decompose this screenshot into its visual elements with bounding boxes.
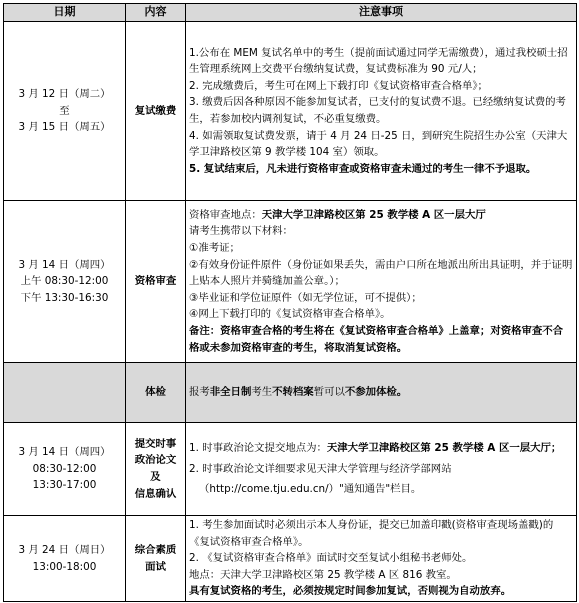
content-line: 资格审查 (134, 275, 177, 288)
note-list-item: ①准考证； (189, 242, 240, 255)
note-paragraph (189, 440, 573, 457)
note-location-value: 天津大学卫津路校区第 25 教学楼 A 区一层大厅； (326, 442, 562, 455)
note-paragraph: 请考生携带以下材料： (189, 225, 293, 238)
note-paragraph: 1. 考生参加面试时必须出示本人身份证，提交已加盖印戳(资格审查现场盖戳)的《复试资格审查合格单》。 (189, 519, 554, 548)
date-cell (4, 201, 126, 363)
table-row (4, 201, 577, 363)
note-paragraph: 1.公布在 MEM 复试名单中的考生（提前面试通过同学无需缴费），通过我校硕士招生管理系统网上交费平台缴纳复试费，复试费标准为 90 元/人； (189, 46, 568, 76)
date-cell (4, 22, 126, 201)
note-text: 报考 (189, 386, 210, 399)
note-location-label: 资格审查地点： (189, 208, 262, 221)
table-row (4, 363, 577, 423)
note-text: 暂可以 (313, 386, 345, 399)
content-cell (126, 201, 186, 363)
date-cell (4, 423, 126, 516)
date-cell (4, 363, 126, 423)
note-paragraph: 3. 缴费后因各种原因不能参加复试者，已支付的复试费不退。已经缴纳复试费的考生，若参加校内调剂复试，不必重复缴费。 (189, 96, 566, 125)
schedule-table (3, 3, 577, 602)
date-cell (4, 516, 126, 602)
date-line: 3 月 14 日（周四） (18, 446, 111, 459)
date-line: 下午 13:30-16:30 (20, 291, 109, 304)
note-text-bold: 不参加体检。 (344, 386, 408, 399)
content-cell (126, 516, 186, 602)
note-text: 考生 (251, 386, 273, 399)
content-line: 信息确认 (134, 487, 177, 500)
header-content: 内容 (126, 4, 186, 22)
content-line: 体检 (145, 386, 166, 399)
date-line: 3 月 24 日（周日） (18, 543, 111, 556)
header-date: 日期 (4, 4, 126, 22)
header-notes: 注意事项 (186, 4, 577, 22)
date-line: 3 月 14 日（周四） (18, 258, 111, 271)
content-cell (126, 363, 186, 423)
note-list-item: ③毕业证和学位证原件（如无学位证，可不提供）； (189, 291, 422, 304)
note-paragraph: 地点：天津大学卫津路校区第 25 教学楼 A 区 816 教室。 (189, 568, 457, 581)
date-line: 08:30-12:00 (32, 462, 97, 475)
content-line: 复试缴费 (134, 104, 177, 117)
content-line: 提交时事 (134, 437, 177, 450)
notes-cell (186, 516, 577, 602)
notes-cell (186, 423, 577, 516)
note-paragraph: 4. 如需领取复试费发票，请于 4 月 24 日-25 日，到研究生院招生办公室（天津大学卫津路校区第 9 教学楼 104 室）领取。 (189, 129, 568, 159)
content-cell (126, 423, 186, 516)
date-line: 3 月 12 日（周二） (18, 88, 111, 101)
website-link[interactable]: （http://come.tju.edu.cn/）"通知通告"栏目。 (199, 483, 422, 496)
notes-cell (186, 201, 577, 363)
note-paragraph-bold: 具有复试资格的考生，必须按规定时间参加复试，否则视为自动放弃。 (189, 585, 512, 598)
note-text-bold: 不转档案 (272, 386, 314, 399)
date-line: 至 (59, 104, 70, 117)
table-row (4, 423, 577, 516)
date-line: 13:00-18:00 (32, 560, 97, 573)
note-text-bold: 非全日制 (209, 386, 252, 399)
note-paragraph (189, 384, 573, 401)
note-location (189, 207, 573, 224)
table-row (4, 516, 577, 602)
notes-cell (186, 363, 577, 423)
content-line: 政治论文 (134, 454, 177, 467)
note-paragraph: 2. 完成缴费后，考生可在网上下载打印《复试资格审查合格单》； (189, 79, 488, 92)
notes-cell (186, 22, 577, 201)
note-paragraph: 2. 时事政治论文详细要求见天津大学管理与经济学部网站 (189, 462, 452, 475)
content-cell (126, 22, 186, 201)
table-header-row (4, 4, 577, 22)
note-paragraph: 2. 《复试资格审查合格单》面试时交至复试小组秘书老师处。 (189, 552, 473, 565)
note-list-item: ④网上下载打印的《复试资格审查合格单》。 (189, 308, 391, 321)
content-line: 面试 (145, 560, 166, 573)
note-location-value: 天津大学卫津路校区第 25 教学楼 A 区一层大厅 (261, 208, 486, 221)
table-row (4, 22, 577, 201)
date-line: 3 月 15 日（周五） (18, 121, 111, 134)
content-line: 综合素质 (134, 543, 177, 556)
date-line: 上午 08:30-12:00 (20, 275, 109, 288)
note-paragraph-bold: 5. 复试结束后，凡未进行资格审查或资格审查未通过的考生一律不予退取。 (189, 162, 537, 175)
date-line: 13:30-17:00 (32, 479, 97, 492)
note-list-item: ②有效身份证件原件（身份证如果丢失，需由户口所在地派出所出具证明，并于证明上贴本人照片并骑缝加盖公章。）； (189, 258, 573, 288)
note-location-label: 1. 时事政治论文提交地点为： (189, 442, 327, 455)
note-remark: 备注：资格审查合格的考生将在《复试资格审查合格单》上盖章；对资格审查不合格或未参加资格审查的考生，将取消复试资格。 (189, 324, 564, 354)
content-line: 及 (150, 471, 161, 483)
